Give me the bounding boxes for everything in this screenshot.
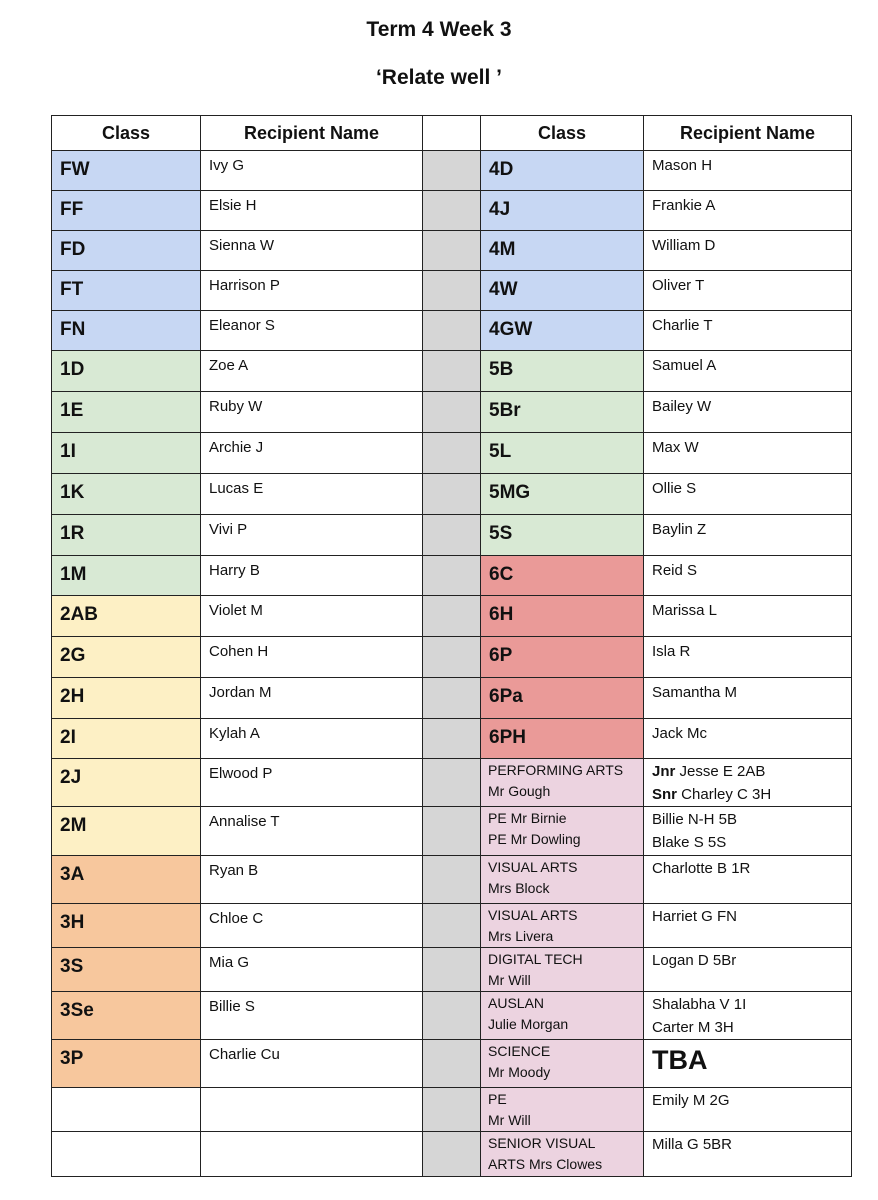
spacer-cell xyxy=(423,992,481,1040)
specialist-teacher: ARTS Mrs Clowes xyxy=(488,1156,603,1172)
class-cell: 1K xyxy=(52,474,201,515)
class-cell: 1M xyxy=(52,556,201,596)
specialist-teacher: Mr Moody xyxy=(488,1064,551,1080)
table-row xyxy=(52,191,852,231)
page-subtitle: ‘Relate well ’ xyxy=(375,66,503,89)
recipient-cell: Kylah A xyxy=(201,719,423,759)
specialist-subject: VISUAL ARTS xyxy=(488,859,578,875)
class-cell: 4W xyxy=(481,271,644,311)
spacer-cell xyxy=(423,151,481,191)
class-cell: 3Se xyxy=(52,992,201,1040)
specialist-teacher: Mrs Block xyxy=(488,880,550,896)
recipient-cell: Ryan B xyxy=(201,856,423,904)
recipient-name: Logan D 5Br xyxy=(652,952,737,969)
table-row xyxy=(52,596,852,637)
table-row xyxy=(52,807,852,856)
spacer-cell xyxy=(423,231,481,271)
specialist-subject-cell xyxy=(481,856,644,904)
recipient-line xyxy=(652,1089,851,1112)
class-cell: 4GW xyxy=(481,311,644,351)
recipient-cell: Charlie T xyxy=(644,311,852,351)
header-class-left: Class xyxy=(52,116,201,151)
recipient-name: Billie N-H 5B xyxy=(652,811,738,828)
class-cell: FF xyxy=(52,191,201,231)
class-cell: 3A xyxy=(52,856,201,904)
class-cell: FW xyxy=(52,151,201,191)
specialist-recipient-cell xyxy=(644,759,852,807)
recipient-name: Shalabha V 1I xyxy=(652,996,747,1013)
recipient-tba-cell: TBA xyxy=(644,1040,852,1088)
specialist-teacher: Mr Gough xyxy=(488,783,551,799)
spacer-cell xyxy=(423,719,481,759)
recipient-cell: Archie J xyxy=(201,433,423,474)
class-cell: 4J xyxy=(481,191,644,231)
class-cell: 1I xyxy=(52,433,201,474)
specialist-teacher: Mr Will xyxy=(488,1112,531,1128)
spacer-cell xyxy=(423,1132,481,1177)
class-cell: 5B xyxy=(481,351,644,392)
specialist-subject-cell xyxy=(481,1040,644,1088)
class-cell: 5L xyxy=(481,433,644,474)
table-row xyxy=(52,1088,852,1132)
specialist-recipient-cell xyxy=(644,904,852,948)
table-row xyxy=(52,678,852,719)
recipient-cell: Elwood P xyxy=(201,759,423,807)
recipient-line xyxy=(652,905,851,928)
table-row xyxy=(52,992,852,1040)
spacer-cell xyxy=(423,392,481,433)
spacer-cell xyxy=(423,556,481,596)
recipient-cell: Zoe A xyxy=(201,351,423,392)
recipient-cell: William D xyxy=(644,231,852,271)
table-row xyxy=(52,759,852,807)
class-cell: 3S xyxy=(52,948,201,992)
specialist-recipient-cell xyxy=(644,992,852,1040)
recipient-line xyxy=(652,993,851,1016)
specialist-teacher: PE Mr Dowling xyxy=(488,831,581,847)
spacer-cell xyxy=(423,271,481,311)
recipient-cell: Charlie Cu xyxy=(201,1040,423,1088)
header-recipient-right: Recipient Name xyxy=(644,116,852,151)
recipient-name: Jesse E 2AB xyxy=(675,763,766,780)
recipient-cell: Jack Mc xyxy=(644,719,852,759)
recipient-cell: Marissa L xyxy=(644,596,852,637)
specialist-teacher: Julie Morgan xyxy=(488,1016,569,1032)
recipient-cell: Vivi P xyxy=(201,515,423,556)
specialist-recipient-cell xyxy=(644,1132,852,1177)
recipient-cell: Jordan M xyxy=(201,678,423,719)
spacer-cell xyxy=(423,515,481,556)
recipient-name: Carter M 3H xyxy=(652,1019,734,1036)
table-row xyxy=(52,948,852,992)
table-header-row xyxy=(52,116,852,151)
specialist-recipient-cell xyxy=(644,807,852,856)
class-cell: FN xyxy=(52,311,201,351)
table-row xyxy=(52,515,852,556)
recipient-cell: Ivy G xyxy=(201,151,423,191)
specialist-subject-cell xyxy=(481,1088,644,1132)
table-row xyxy=(52,311,852,351)
page-title: Term 4 Week 3 xyxy=(366,18,512,41)
class-cell: 6P xyxy=(481,637,644,678)
recipient-line xyxy=(652,760,851,783)
recipient-cell: Chloe C xyxy=(201,904,423,948)
recipient-line xyxy=(652,949,851,972)
class-cell: 6Pa xyxy=(481,678,644,719)
table-row xyxy=(52,231,852,271)
class-cell: 2AB xyxy=(52,596,201,637)
recipient-cell: Mia G xyxy=(201,948,423,992)
specialist-subject: DIGITAL TECH xyxy=(488,951,583,967)
recipient-cell: Max W xyxy=(644,433,852,474)
recipient-cell: Ollie S xyxy=(644,474,852,515)
recipient-table xyxy=(51,115,852,1177)
recipient-line xyxy=(652,831,851,854)
recipient-cell xyxy=(201,1088,423,1132)
header-recipient-left: Recipient Name xyxy=(201,116,423,151)
recipient-cell: Frankie A xyxy=(644,191,852,231)
recipient-name: Charley C 3H xyxy=(677,786,772,803)
recipient-cell: Oliver T xyxy=(644,271,852,311)
specialist-subject-cell xyxy=(481,904,644,948)
recipient-line xyxy=(652,857,851,880)
recipient-cell: Cohen H xyxy=(201,637,423,678)
spacer-cell xyxy=(423,191,481,231)
table-row xyxy=(52,556,852,596)
recipient-cell: Elsie H xyxy=(201,191,423,231)
specialist-subject: AUSLAN xyxy=(488,995,545,1011)
specialist-subject-cell xyxy=(481,948,644,992)
spacer-cell xyxy=(423,637,481,678)
recipient-cell: Harrison P xyxy=(201,271,423,311)
class-cell: 2H xyxy=(52,678,201,719)
recipient-cell: Eleanor S xyxy=(201,311,423,351)
table-row xyxy=(52,637,852,678)
class-cell: 2I xyxy=(52,719,201,759)
spacer-column xyxy=(423,116,481,151)
recipient-line xyxy=(652,1133,851,1156)
class-cell: 6C xyxy=(481,556,644,596)
recipient-cell: Samuel A xyxy=(644,351,852,392)
recipient-name: Charlotte B 1R xyxy=(652,860,751,877)
class-cell: 5S xyxy=(481,515,644,556)
specialist-subject: PE xyxy=(488,1091,507,1107)
class-cell: 6PH xyxy=(481,719,644,759)
recipient-line xyxy=(652,808,851,831)
recipient-cell: Bailey W xyxy=(644,392,852,433)
recipient-name: Harriet G FN xyxy=(652,908,738,925)
recipient-level: Snr xyxy=(652,786,678,803)
specialist-subject: PE Mr Birnie xyxy=(488,810,567,826)
class-cell xyxy=(52,1088,201,1132)
specialist-subject-cell xyxy=(481,992,644,1040)
class-cell: 4D xyxy=(481,151,644,191)
class-cell: 2G xyxy=(52,637,201,678)
recipient-cell: Harry B xyxy=(201,556,423,596)
specialist-subject: SCIENCE xyxy=(488,1043,551,1059)
specialist-recipient-cell xyxy=(644,1088,852,1132)
spacer-cell xyxy=(423,807,481,856)
recipient-level: Jnr xyxy=(652,763,676,780)
table-row xyxy=(52,392,852,433)
class-cell: FD xyxy=(52,231,201,271)
table-row xyxy=(52,474,852,515)
class-cell: 1E xyxy=(52,392,201,433)
recipient-line xyxy=(652,783,851,806)
spacer-cell xyxy=(423,474,481,515)
class-cell: 2M xyxy=(52,807,201,856)
class-cell: 2J xyxy=(52,759,201,807)
recipient-cell: Sienna W xyxy=(201,231,423,271)
specialist-subject: VISUAL ARTS xyxy=(488,907,578,923)
recipient-name: Blake S 5S xyxy=(652,834,727,851)
recipient-cell: Annalise T xyxy=(201,807,423,856)
spacer-cell xyxy=(423,759,481,807)
class-cell: 4M xyxy=(481,231,644,271)
class-cell xyxy=(52,1132,201,1177)
class-cell: 5MG xyxy=(481,474,644,515)
spacer-cell xyxy=(423,678,481,719)
recipient-cell: Samantha M xyxy=(644,678,852,719)
header-class-right: Class xyxy=(481,116,644,151)
specialist-subject: SENIOR VISUAL xyxy=(488,1135,596,1151)
spacer-cell xyxy=(423,904,481,948)
recipient-cell: Lucas E xyxy=(201,474,423,515)
specialist-recipient-cell xyxy=(644,856,852,904)
spacer-cell xyxy=(423,1040,481,1088)
spacer-cell xyxy=(423,1088,481,1132)
table-row xyxy=(52,1040,852,1088)
class-cell: 3H xyxy=(52,904,201,948)
class-cell: 1R xyxy=(52,515,201,556)
table-row xyxy=(52,1132,852,1177)
recipient-cell: Ruby W xyxy=(201,392,423,433)
spacer-cell xyxy=(423,948,481,992)
specialist-teacher: Mr Will xyxy=(488,972,531,988)
recipient-cell: Billie S xyxy=(201,992,423,1040)
table-row xyxy=(52,151,852,191)
specialist-subject-cell xyxy=(481,759,644,807)
table-row xyxy=(52,719,852,759)
table-row xyxy=(52,856,852,904)
table-row xyxy=(52,271,852,311)
spacer-cell xyxy=(423,351,481,392)
class-cell: 6H xyxy=(481,596,644,637)
table-row xyxy=(52,433,852,474)
specialist-subject-cell xyxy=(481,807,644,856)
recipient-cell: Baylin Z xyxy=(644,515,852,556)
recipient-cell xyxy=(201,1132,423,1177)
recipient-cell: Mason H xyxy=(644,151,852,191)
specialist-subject-cell xyxy=(481,1132,644,1177)
recipient-line xyxy=(652,1016,851,1039)
class-cell: 5Br xyxy=(481,392,644,433)
specialist-recipient-cell xyxy=(644,948,852,992)
class-cell: 3P xyxy=(52,1040,201,1088)
specialist-subject: PERFORMING ARTS xyxy=(488,762,624,778)
class-cell: 1D xyxy=(52,351,201,392)
spacer-cell xyxy=(423,856,481,904)
table-row xyxy=(52,904,852,948)
recipient-cell: Reid S xyxy=(644,556,852,596)
spacer-cell xyxy=(423,596,481,637)
class-cell: FT xyxy=(52,271,201,311)
table-row xyxy=(52,351,852,392)
spacer-cell xyxy=(423,433,481,474)
recipient-cell: Isla R xyxy=(644,637,852,678)
specialist-teacher: Mrs Livera xyxy=(488,928,554,944)
recipient-name: Milla G 5BR xyxy=(652,1136,733,1153)
recipient-name: Emily M 2G xyxy=(652,1092,730,1109)
spacer-cell xyxy=(423,311,481,351)
recipient-cell: Violet M xyxy=(201,596,423,637)
